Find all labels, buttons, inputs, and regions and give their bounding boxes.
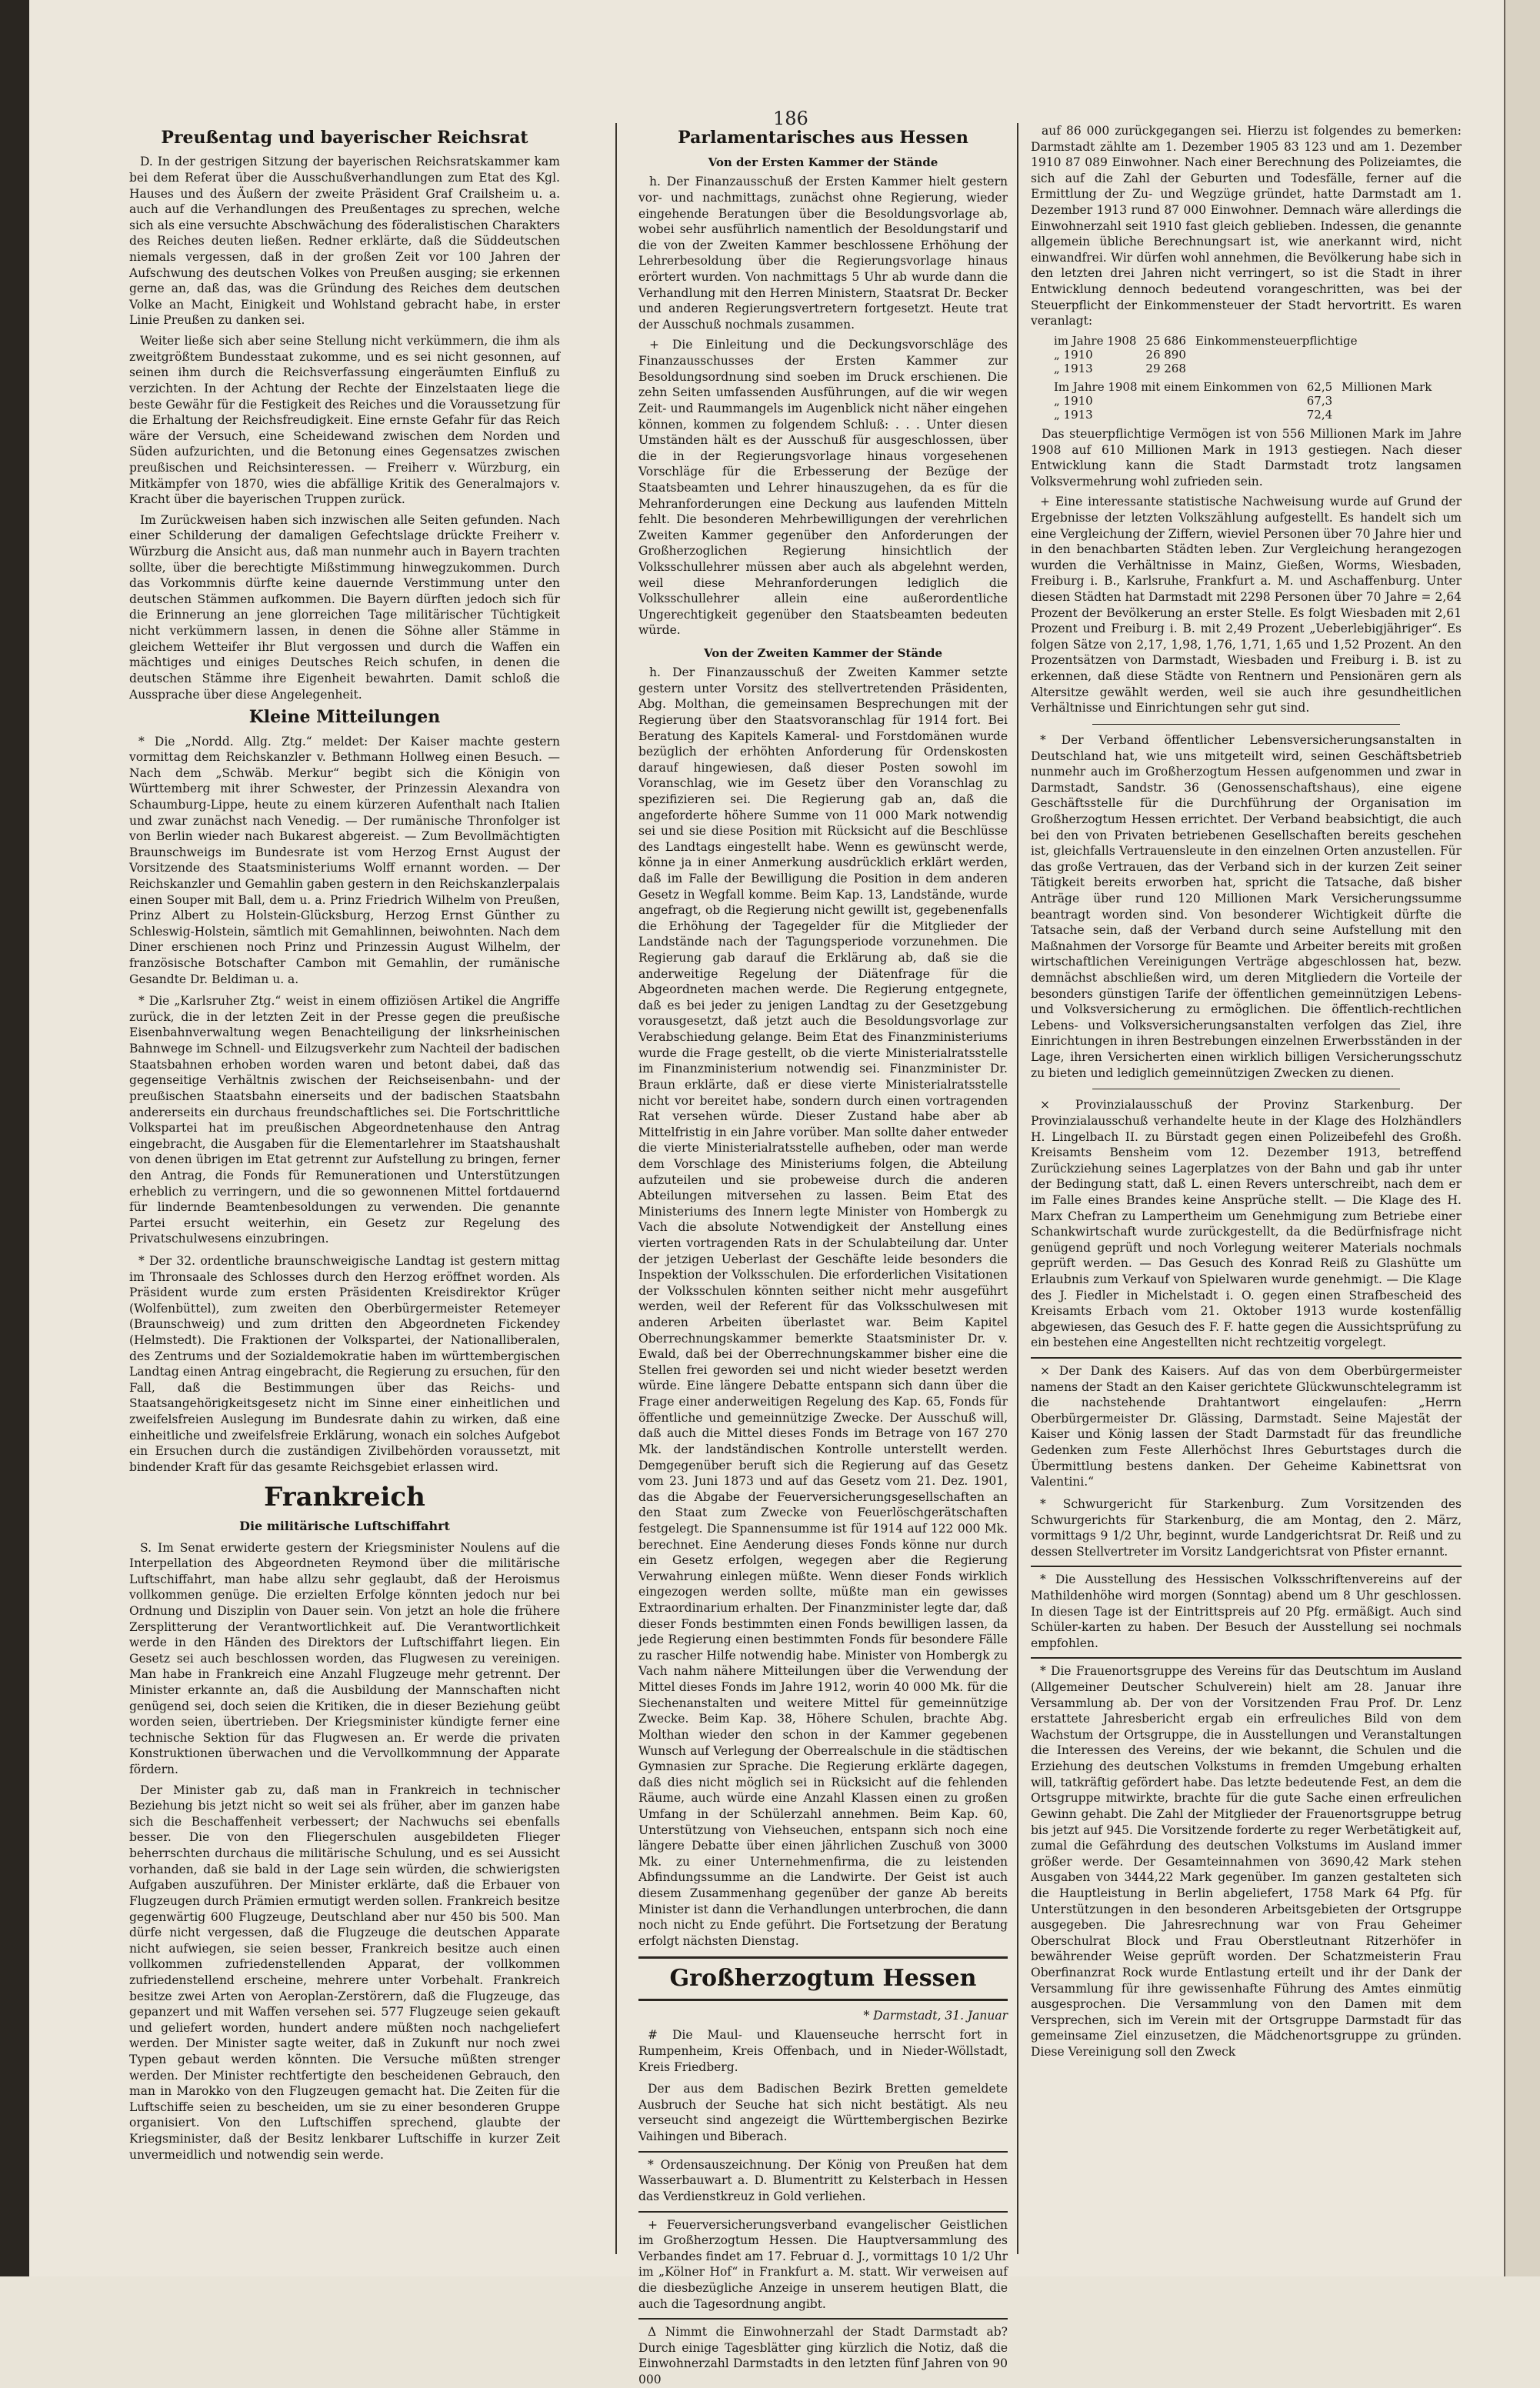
article-paragraph: D. In der gestrigen Sitzung der bayerischen Reichsratskammer kam bei dem Referat über die Ausschußverhandlungen zum Etat des Kgl. Hauses und des Äußern der zweite Präsident Graf Crailsheim u. a. auch auf die Verhandlungen des Preußentages zu sprechen, welche sich als eine versuchte Abschwächung des föderalistischen Charakters des Reiches deuten ließen. Redner erklärte, daß die Süddeutschen niemals vergessen, daß in der großen Zeit vor 100 Jahren der Aufschwung des deutschen Volkes von Preußen ausging; sie erkennen gerne an, daß das, was die Gründung des Reiches dem deutschen Volke an Macht, Einigkeit und Wohlstand gebracht habe, in erster Linie Preußen zu danken sei. bbox=[129, 155, 560, 328]
subheading: Von der Zweiten Kammer der Stände bbox=[704, 646, 942, 661]
table-row: im Jahre 1908 25 686 Einkommensteuerpflichtige bbox=[1054, 333, 1358, 348]
news-item: * Die „Karlsruher Ztg.“ weist in einem offiziösen Artikel die Angriffe zurück, die in der letzten Zeit in der Presse gegen die preußische Eisenbahnverwaltung wegen Benachteiligung der linksrheinischen Bahnwege im Schnell- und Eilzugsverkehr zum Nachteil der badischen Staatsbahnen erhoben worden waren und betont dabei, daß das gegenseitige Verhältnis zwischen der Reichseisenbahn- und der preußischen Staatsbahn einerseits und der badischen Staatsbahn andererseits ein durchaus freundschaftliches sei. Die Fortschrittliche Volkspartei hat im preußischen Abgeordnetenhause den Antrag eingebracht, die Ausgaben für die Elementarlehrer im Staatshaushalt von denen übrigen im Etat getrennt zur Aufstellung zu bringen, ferner den Antrag, die Fonds für Remunerationen und Unterstützungen erheblich zu verringern, und die so gewonnenen Mittel fortdauernd für lindernde Beamtenbesoldungen zu verwenden. Die genannte Partei ersucht weiterhin, ein Gesetz zur Regelung des Privatschulwesens einzubringen. bbox=[129, 994, 560, 1246]
news-item: + Eine interessante statistische Nachweisung wurde auf Grund der Ergebnisse der letzten Volkszählung aufgestellt. Es handelt sich um eine Vergleichung der Ziffern, wieviel Personen über 70 Jahre hier und in den benachbarten Städten leben. Zur Vergleichung herangezogen wurden die Verhältnisse in Mainz, Gießen, Worms, Wiesbaden, Freiburg i. B., Karlsruhe, Frankfurt a. M. und Aschaffenburg. Unter diesen Städten hat Darmstadt mit 2298 Personen über 70 Jahre = 2,64 Prozent der Bevölkerung an erster Stelle. Es folgt Wiesbaden mit 2,61 Prozent und Freiburg i. B. mit 2,49 Prozent „Ueberlebigjähriger“. Es folgen Sätze von 2,17, 1,98, 1,76, 1,71, 1,65 und 1,52 Prozent. An den Prozentsätzen von Darmstadt, Wiesbaden und Freiburg i. B. ist zu erkennen, daß diese Städte von Rentnern und Pensionären gern als Altersitze gewählt werden, weil sie auch ihre gesundheitlichen Verhältnisse und Einrichtungen sehr gut sind. bbox=[1031, 495, 1462, 715]
table-row: „ 1913 72,4 bbox=[1054, 407, 1333, 422]
column-rule bbox=[615, 123, 617, 2254]
headline: Parlamentarisches aus Hessen bbox=[678, 128, 968, 148]
divider bbox=[638, 2151, 1008, 2153]
news-item: * Ordensauszeichnung. Der König von Preußen hat dem Wasserbauwart a. D. Blumentritt zu Kelsterbach in Hessen das Verdienstkreuz in Gold verliehen. bbox=[638, 2157, 1008, 2203]
news-item: Δ Nimmt die Einwohnerzahl der Stadt Darmstadt ab? Durch einige Tagesblätter ging kürzlich die Notiz, daß die Einwohnerzahl Darmstadts in den letzten fünf Jahren von 90 000 bbox=[638, 2325, 1008, 2386]
divider bbox=[638, 2211, 1008, 2213]
news-item: * Die „Nordd. Allg. Ztg.“ meldet: Der Kaiser machte gestern vormittag dem Reichskanzler v. Bethmann Hollweg einen Besuch. — Nach dem „Schwäb. Merkur“ begibt sich die Königin von Württemberg mit ihrer Schwester, der Prinzessin Alexandra von Schaumburg-Lippe, heute zu einem kürzeren Aufenthalt nach Italien und zwar zunächst nach Venedig. — Der rumänische Thronfolger ist von Berlin wieder nach Bukarest abgereist. — Zum Bevollmächtigten Braunschweigs im Bundesrate ist vom Herzog Ernst August der Vorsitzende des Staatsministeriums Wolff ernannt worden. — Der Reichskanzler und Gemahlin gaben gestern in den Reichskanzlerpalais einen Souper mit Ball, dem u. a. Prinz Friedrich Wilhelm von Preußen, Prinz Albert zu Holstein-Glücksburg, Herzog Ernst Günther zu Schleswig-Holstein, sämtlich mit Gemahlinnen, beiwohnten. Nach dem Diner erschienen noch Prinz und Prinzessin August Wilhelm, der französische Botschafter Cambon mit Gemahlin, der rumänische Gesandte Dr. Beldiman u. a. bbox=[129, 734, 560, 986]
article-paragraph: Im Zurückweisen haben sich inzwischen alle Seiten gefunden. Nach einer Schilderung der damaligen Gefechtslage drückte Freiherr v. Würzburg die Ansicht aus, daß man nunmehr auch in Bayern trachten sollte, über die berechtigte Mißstimmung hinwegzukommen. Durch das Vorkommnis dürfte keine dauernde Verstimmung unter den deutschen Stämmen aufkommen. Die Bayern dürften jedoch sich für die Erinnerung an jene glorreichen Tage militärischer Tüchtigkeit nicht verkümmern lassen, in denen die Söhne aller Stämme in gleichem Wetteifer ihr Blut vergossen und durch die Waffen ein mächtiges und einiges Deutsches Reich schufen, in denen die deutschen Stämme ihre Eigenheit bewahrten. Damit schloß die Aussprache über diese Angelegenheit. bbox=[129, 512, 560, 702]
divider bbox=[638, 2318, 1008, 2320]
column-middle bbox=[638, 123, 1008, 2386]
table-row: Im Jahre 1908 mit einem Einkommen von 62,5 Millionen Mark bbox=[1054, 379, 1432, 394]
article-paragraph: auf 86 000 zurückgegangen sei. Hierzu ist folgendes zu bemerken: Darmstadt zählte am 1. Dezember 1905 83 123 und am 1. Dezember 1910 87 089 Einwohner. Nach einer Berechnung des Polizeiamtes, die sich auf die Zahl der Geburten und Todesfälle, ferner auf die Ermittlung der Zu- und Wegzüge gründet, hatte Darmstadt am 1. Dezember 1913 rund 87 000 Einwohner. Demnach wäre allerdings die Einwohnerzahl seit 1910 fast gleich geblieben. Indessen, die genannte allgemein übliche Berechnungsart ist, wie anerkannt wird, nicht einwandfrei. Wir dürfen wohl annehmen, die Bevölkerung habe sich in den letzten drei Jahren nicht verringert, so ist die Stadt in ihrer Entwicklung dennoch bedeutend vorangeschritten, was bei der Steuerpflicht der Einkommensteuer der Stadt hervortritt. Es waren veranlagt: bbox=[1031, 124, 1462, 329]
article-paragraph: Der Minister gab zu, daß man in Frankreich in technischer Beziehung bis jetzt nicht so weit sei als früher, aber im ganzen habe sich die Beschaffenheit verbessert; der Nachwuchs sei ebenfalls besser. Die von den Fliegerschulen ausgebildeten Flieger beherrschten durchaus die militärische Schulung, und es sei Aussicht vorhanden, daß sie bald in der Lage sein würden, die schwierigsten Aufgaben auszuführen. Der Minister erklärte, daß die Erbauer von Flugzeugen durch Prämien ermutigt werden sollen. Frankreich besitze gegenwärtig 600 Flugzeuge, Deutschland aber nur 450 bis 500. Man dürfe nicht vergessen, daß die Flugzeuge die deutschen Apparate nicht aufwiegen, sie seien besser, Frankreich besitze auch einen vollkommen zufriedenstellenden Apparat, der vollkommen zufriedenstellend erscheine, mehrere unter Vorbehalt. Frankreich besitze zwei Arten von Aeroplan-Zerstörern, daß die Flugzeuge, das gepanzert und mit Waffen versehen sei. 577 Flugzeuge seien gekauft und geliefert worden, hundert andere müßten noch nachgeliefert werden. Der Minister sagte weiter, daß in Zukunft nur noch zwei Typen gebaut werden könnten. Die Versuche müßten strenger werden. Der Minister rechtfertigte den bescheidenen Gebrauch, den man in Marokko von den Flugzeugen gemacht hat. Die Zeiten für die Luftschiffe seien zu bescheiden, um sie zu einer besonderen Gruppe organisiert. Von den Luftschiffen sprechend, glaubte der Kriegsminister, daß der Besitz lenkbarer Luftschiffe in kurzer Zeit unvermeidlich und notwendig sein werde. bbox=[129, 1783, 560, 2162]
scan-border-right bbox=[1504, 0, 1540, 2276]
news-item: * Die Frauenortsgruppe des Vereins für das Deutschtum im Ausland (Allgemeiner Deutscher Schulverein) hielt am 28. Januar ihre Versammlung ab. Der von der Vorsitzenden Frau Prof. Dr. Lenz erstattete Jahresbericht ergab ein erfreuliches Bild von dem Wachstum der Ortsgruppe, die in Ausstellungen und Veranstaltungen die Interessen des Vereins, der wie bekannt, die Schulen und die Erziehung des deutschen Volkstums in fremden Umgebung erhalten will, tatkräftig gefördert habe. Das letzte bedeutende Fest, an dem die Ortsgruppe mitwirkte, brachte für die gute Sache einen erfreulichen Gewinn gehabt. Die Zahl der Mitglieder der Frauenortsgruppe betrug bis jetzt auf 945. Die Vorsitzende forderte zu reger Werbetätigkeit auf, zumal die Gefährdung des deutschen Volkstums im Ausland immer größer werde. Der Gesamteinnahmen von 3690,42 Mark stehen Ausgaben von 3444,22 Mark gegenüber. Im ganzen gestalteten sich die Hauptleistung in Berlin abgeliefert, 1758 Mark 64 Pfg. für Unterstützungen in den besonderen Arbeitsgebieten der Ortsgruppe ausgegeben. Die Jahresrechnung war von Frau Geheimer Oberschulrat Block und Frau Oberstleutnant Ritzerhöfer in bewährender Weise geprüft worden. Der Schatzmeisterin Frau Oberfinanzrat Rock wurde Entlastung erteilt und ihr der Dank der Versammlung für ihre gewissenhafte Führung des Amtes einmütig ausgesprochen. Die Versammlung von den Damen mit dem Versprechen, sich im Verein mit der Ortsgruppe Darmstadt für das gemeinsame Ziel einzusetzen, die Mädchenortsgruppe zu gründen. Diese Vereinigung soll den Zweck bbox=[1031, 1664, 1462, 2059]
statistics-table bbox=[1054, 334, 1367, 375]
scan-border-left bbox=[0, 0, 29, 2276]
news-item: * Schwurgericht für Starkenburg. Zum Vorsitzenden des Schwurgerichts für Starkenburg, die am Montag, den 2. März, vormittags 9 1/2 Uhr, beginnt, wurde Landgerichtsrat Dr. Reiß und zu dessen Stellvertreter im Vorsitz Landgerichtsrat von Pfister ernannt. bbox=[1031, 1496, 1462, 1559]
column-rule bbox=[1017, 123, 1018, 2254]
column-right bbox=[1031, 123, 1462, 2254]
article-paragraph: + Die Einleitung und die Deckungsvorschläge des Finanzausschusses der Ersten Kammer zur Besoldungsordnung sind soeben im Druck erschienen. Die zehn Seiten umfassenden Ausführungen, auf die wir wegen Zeit- und Raummangels im Augenblick nicht näher eingehen können, kommen zu folgendem Schluß: . . . Unter diesen Umständen hält es der Ausschuß für ausgeschlossen, über die in der Regierungsvorlage hinaus vorgesehenen Vorschläge für die Erbesserung der Bezüge der Staatsbeamten und Lehrer hinauszugehen, da es für die Mehranforderungen eine Deckung aus laufenden Mitteln fehlt. Die besonderen Mehrbewilligungen der verehrlichen Zweiten Kammer gegenüber den Anforderungen der Großherzoglichen Regierung hinsichtlich der Volksschullehrer müssen aber auch als abgelehnt werden, weil diese Mehranforderungen lediglich die Volksschullehrer allein eine außerordentliche Ungerechtigkeit gegenüber den Staatsbeamten bedeuten würde. bbox=[638, 338, 1008, 638]
article-paragraph: h. Der Finanzausschuß der Ersten Kammer hielt gestern vor- und nachmittags, zunächst ohne Regierung, wieder eingehende Beratungen über die Besoldungsvorlage ab, wobei sehr ausführlich namentlich der Besoldungstarif und die von der Zweiten Kammer beschlossene Erhöhung der Lehrerbesoldung über die Regierungsvorlage hinaus erörtert wurden. Von nachmittags 5 Uhr ab wurde dann die Verhandlung mit den Herren Ministern, Staatsrat Dr. Becker und anderen Regierungsvertretern fortgesetzt. Heute trat der Ausschuß nochmals zusammen. bbox=[638, 175, 1008, 332]
section-heading: Kleine Mitteilungen bbox=[248, 707, 441, 728]
subheading: Von der Ersten Kammer der Stände bbox=[708, 155, 938, 170]
news-item: × Der Dank des Kaisers. Auf das von dem Oberbürgermeister namens der Stadt an den Kaiser gerichtete Glückwunschtelegramm ist die nachstehende Drahtantwort eingelaufen: „Herrn Oberbürgermeister Dr. Glässing, Darmstadt. Seine Majestät der Kaiser und König lassen der Stadt Darmstadt für das freundliche Gedenken zum Feste Allerhöchst Ihres Geburtstages durch die Übermittlung bestens danken. Der Geheime Kabinettsrat von Valentini.“ bbox=[1031, 1364, 1462, 1489]
section-box bbox=[638, 1956, 1008, 2001]
news-item: × Provinzialausschuß der Provinz Starkenburg. Der Provinzialausschuß verhandelte heute in der Klage des Holzhändlers H. Lingelbach II. zu Bürstadt gegen einen Polizeibefehl des Großh. Kreisamts Bensheim vom 12. Dezember 1913, betreffend Zurückziehung seines Lagerplatzes von der Bahn und gab ihr unter der Bedingung statt, daß L. einen Revers unterschreibt, nach dem er im Falle eines Brandes keine Ansprüche stellt. — Die Klage des H. Marx Chefran zu Lampertheim um Genehmigung zum Betriebe einer Schankwirtschaft wurde zurückgestellt, da die Bedürfnisfrage nicht genügend geprüft und noch Vorlegung weiterer Materials nochmals geprüft werden. — Das Gesuch des Konrad Reiß zu Glashütte um Erlaubnis zum Verkauf von Spielwaren wurde genehmigt. — Die Klage des J. Fiedler in Michelstadt i. O. gegen einen Strafbescheid des Kreisamts Erbach vom 21. Oktober 1913 wurde kostenfällig abgewiesen, das Gesuch des F. F. hatte gegen die Aussichtsprüfung zu ein bestehen eine Angestellten nicht rechtzeitig vorgelegt. bbox=[1031, 1098, 1462, 1350]
page-number: 186 bbox=[773, 108, 808, 129]
news-item: * Die Ausstellung des Hessischen Volksschriftenvereins auf der Mathildenhöhe wird morgen (Sonntag) abend um 8 Uhr geschlossen. In diesen Tage ist der Eintrittspreis auf 20 Pfg. ermäßigt. Auch sind Schüler-karten zu haben. Der Besuch der Ausstellung sei nochmals empfohlen. bbox=[1031, 1573, 1462, 1650]
statistics-table bbox=[1054, 380, 1441, 422]
divider bbox=[1031, 1566, 1462, 1567]
dateline: * Darmstadt, 31. Januar bbox=[863, 2009, 1008, 2023]
table-row: „ 1913 29 268 bbox=[1054, 361, 1186, 375]
section-heading: Großherzogtum Hessen bbox=[669, 1965, 977, 1993]
headline: Preußentag und bayerischer Reichsrat bbox=[161, 128, 528, 148]
column-left bbox=[129, 123, 560, 2254]
divider bbox=[1031, 1657, 1462, 1659]
news-item: # Die Maul- und Klauenseuche herrscht fort in Rumpenheim, Kreis Offenbach, und in Nieder-Wöllstadt, Kreis Friedberg. bbox=[638, 2028, 1008, 2074]
table-row: „ 1910 67,3 bbox=[1054, 393, 1333, 408]
news-item: * Der 32. ordentliche braunschweigische Landtag ist gestern mittag im Thronsaale des Schlosses durch den Herzog eröffnet worden. Als Präsident wurde zum ersten Präsidenten Kreisdirektor Krüger (Wolfenbüttel), zum zweiten den Oberbürgermeister Retemeyer (Braunschweig) und zum dritten den Abgeordneten Fickendey (Helmstedt). Die Fraktionen der Volkspartei, der Nationalliberalen, des Zentrums und der Sozialdemokratie haben im württembergischen Landtag einen Antrag eingebracht, die Regierung zu ersuchen, für den Fall, daß die Bestimmungen über das Reichs- und Staatsangehörigkeitsgesetz nicht im Sinne einer einheitlichen und zweifelsfreien Auslegung im Bundesrate dahin zu wirken, daß eine einheitliche und zweifelsfreie Erklärung, wonach ein solches Aufgebot ein Ersuchen durch die zuständigen Zivilbehörden voraussetzt, mit bindender Kraft für das gesamte Reichsgebiet erlassen wird. bbox=[129, 1254, 560, 1474]
section-heading: Frankreich bbox=[264, 1481, 425, 1513]
article-paragraph: Weiter ließe sich aber seine Stellung nicht verkümmern, die ihm als zweitgrößtem Bundesstaat zukomme, und es sei nicht gesonnen, auf seinen ihm durch die Reichsverfassung eingeräumten Einfluß zu verzichten. In der Achtung der Rechte der Einzelstaaten liege die beste Gewähr für die Festigkeit des Reiches und die Voraussetzung für die Erhaltung der Reichsfreudigkeit. Eine ernste Gefahr für das Reich wäre der Versuch, eine Scheidewand zwischen dem Norden und Süden aufzurichten, und die Betonung eines Gegensatzes zwischen preußischen und Reichsinteressen. — Freiherr v. Würzburg, ein Mitkämpfer von 1870, wies die abfällige Kritik des Generalmajors v. Kracht über die bayerischen Truppen zurück. bbox=[129, 334, 560, 507]
divider bbox=[1031, 1357, 1462, 1359]
subheading: Die militärische Luftschiffahrt bbox=[239, 1519, 450, 1534]
article-paragraph: Das steuerpflichtige Vermögen ist von 556 Millionen Mark im Jahre 1908 auf 610 Millionen Mark in 1913 gestiegen. Nach dieser Entwicklung kann die Stadt Darmstadt trotz langsamen Volksvermehrung wohl zufrieden sein. bbox=[1031, 426, 1462, 489]
news-item: * Der Verband öffentlicher Lebensversicherungsanstalten in Deutschland hat, wie uns mitgeteilt wird, seinen Geschäftsbetrieb nunmehr auch im Großherzogtum Hessen aufgenommen und zwar in Darmstadt, Sandstr. 36 (Genossenschaftshaus), eine eigene Geschäftsstelle für die Durchführung der Organisation im Großherzogtum Hessen errichtet. Der Verband beabsichtigt, die auch bei den von Privaten betriebenen Gesellschaften bereits geschehen ist, gleichfalls Vertrauensleute in den einzelnen Orten anzustellen. Für das große Vertrauen, das der Verband sich in der kurzen Zeit seiner Tätigkeit bereits erworben hat, spricht die Tatsache, daß bisher Anträge über rund 120 Millionen Mark Versicherungssumme beantragt worden sind. Von besonderer Wichtigkeit dürfte die Tatsache sein, daß der Verband durch seine Aufstellung mit den Maßnahmen der Vorsorge für Beamte und Arbeiter bereits mit großen wirtschaftlichen Vereinigungen Verträge abgeschlossen hat, bezw. demnächst abschließen wird, um deren Mitgliedern die Vorteile der besonders günstigen Tarife der öffentlichen gemeinnützigen Lebens- und Volksversicherung zu ermöglichen. Die öffentlich-rechtlichen Lebens- und Volksversicherungsanstalten verfolgen das Ziel, ihre Einrichtungen in ihren Bestrebungen einzelnen Erwerbsständen in der Lage, ihren Versicherten einen wirklich billigen Versicherungsschutz zu bieten und lediglich gemeinnützigen Zwecken zu dienen. bbox=[1031, 732, 1462, 1080]
divider bbox=[1092, 724, 1400, 725]
table-row: „ 1910 26 890 bbox=[1054, 347, 1186, 362]
article-paragraph: S. Im Senat erwiderte gestern der Kriegsminister Noulens auf die Interpellation des Abgeordneten Reymond über die militärische Luftschiffahrt, man habe allzu sehr geglaubt, daß der Heroismus vollkommen genüge. Die erzielten Erfolge könnten jedoch nur bei Ordnung und Disziplin von Dauer sein. Von jetzt an hole die frühere Zersplitterung der Verantwortlichkeit auf. Die Verantwortlichkeit werde in den Händen des Direktors der Luftschiffahrt liegen. Ein Gesetz sei auch beschlossen worden, das Flugwesen zu vereinigen. Man habe in Frankreich eine Anzahl Flugzeuge mehr getrennt. Der Minister erkannte an, daß die Ausbildung der Mannschaften nicht genügend sei, doch seien die Kritiken, die in dieser Beziehung geübt worden seien, übertrieben. Der Kriegsminister kündigte ferner eine technische Sektion für das Flugwesen an. Er werde die privaten Konstruktionen überwachen und die Vervollkommnung der Apparate fördern. bbox=[129, 1540, 560, 1777]
article-paragraph: h. Der Finanzausschuß der Zweiten Kammer setzte gestern unter Vorsitz des stellvertretenden Präsidenten, Abg. Molthan, die gemeinsamen Besprechungen mit der Regierung über den Staatsvoranschlag für 1914 fort. Bei Beratung des Kapitels Kameral- und Forstdomänen wurde bezüglich der erhöhten Anforderung für Ordenskosten darauf hingewiesen, daß dieser Posten sowohl im Voranschlag, wie im Gesetz über den Voranschlag zu spezifizieren sei. Die Regierung gab an, daß die angeforderte höhere Summe von 11 000 Mark notwendig sei und sie diese Position mit Rücksicht auf die Beschlüsse des Landtags eingestellt habe. Wenn es gewünscht werde, könne ja in einer Anmerkung ausdrücklich erklärt werden, daß im Falle der Bewilligung die Position in dem anderen Gesetz in Wegfall komme. Beim Kap. 13, Landstände, wurde angefragt, ob die Regierung nicht gewillt ist, gegebenenfalls die Erhöhung der Tagegelder für die Mitglieder der Landstände nach der Tagungsperiode vorzunehmen. Die Regierung gab darauf die Erklärung ab, daß sie die anderweitige Regelung der Diätenfrage für die Abgeordneten machen werde. Die Regierung entgegnete, daß es bei jeder zu jenigen Landtag zu der Gesetzgebung vorausgesetzt, daß jetzt auch die Besoldungsvorlage zur Verabschiedung gelange. Beim Etat des Finanzministeriums wurde die Frage gestellt, ob die vierte Ministerialratsstelle im Finanzministerium notwendig sei. Finanzminister Dr. Braun erklärte, daß er diese vierte Ministerialratsstelle nicht vor bereitet habe, sondern durch einen vortragenden Rat versehen würde. Dieser Zustand habe aber ab Mittelfristig in ein Jahre vorüber. Man sollte daher entweder die vierte Ministerialratsstelle aufheben, oder man werde dem Vorschlage des Ministeriums folgen, die Abteilung aufzuteilen und sie probeweise durch die anderen Abteilungen mitversehen zu lassen. Beim Etat des Ministeriums des Innern legte Minister von Hombergk zu Vach die absolute Notwendigkeit der Anstellung eines vierten vortragenden Rats in der Schulabteilung dar. Unter der jetzigen Ueberlast der Geschäfte leide besonders die Inspektion der Volksschulen. Die erforderlichen Visitationen der Volksschulen könnten seither nicht mehr ausgeführt werden, weil der Referent für das Volksschulwesen mit anderen Arbeiten überlastet war. Beim Kapitel Oberrechnungskammer bemerkte Staatsminister Dr. v. Ewald, daß bei der Oberrechnungskammer bisher eine die Stellen frei geworden sei und nicht wieder besetzt werden würde. Eine längere Debatte entspann sich dann über die Frage einer anderweitigen Regelung des Kap. 65, Fonds für öffentliche und gemeinnützige Zwecke. Der Ausschuß will, daß auch die Mittel dieses Fonds im Betrage von 167 270 Mk. der landständischen Kontrolle unterstellt werden. Demgegenüber beruft sich die Regierung auf das Gesetz vom 23. Juni 1873 und auf das Gesetz vom 21. Dez. 1901, das die Abgabe der Feuerversicherungsgesellschaften an den Staat zum Zwecke von Feuerlöschgerätschaften festgelegt. Die Spannensumme ist für 1914 auf 122 000 Mk. berechnet. Eine Aenderung dieses Fonds könne nur durch ein Gesetz erfolgen, wegegen aber die Regierung Verwahrung einlegen müßte. Wenn dieser Fonds wirklich eingezogen werden sollte, müßte man ein gewisses Extraordinarium erhalten. Der Finanzminister legte dar, daß dieser Fonds bestimmten einen Fonds bewilligen lassen, da jede Regierung einen bestimmten Fonds für besondere Fälle zu rascher Hilfe notwendig habe. Minister von Hombergk zu Vach nahm nähere Mitteilungen über die Verwendung der Mittel dieses Fonds im Jahre 1912, worin 40 000 Mk. für die Siechenanstalten und weitere Mittel für gemeinnützige Zwecke. Beim Kap. 38, Höhere Schulen, brachte Abg. Molthan wieder den schon in der Kammer gegebenen Wunsch auf Verlegung der Oberrealschule in die städtischen Gymnasien zur Sprache. Die Regierung erklärte dagegen, daß dies nicht möglich sei in Rücksicht auf die fehlenden Räume, auch würde eine Anzahl Klassen einen zu großen Umfang in der Schülerzahl annehmen. Beim Kap. 60, Unterstützung von Viehseuchen, entspann sich noch eine längere Debatte über einen jährlichen Zuschuß von 3000 Mk. zu einer Unternehmenfirma, die zu leistenden Abfindungssumme an die Landwirte. Der Geist ist auch diesem Zusammenhang gegenüber der ganze Ab bereits Minister ist dann die Verhandlungen unterbrochen, die dann noch nicht zu Ende geführt. Die Fortsetzung der Beratung erfolgt nächsten Dienstag. bbox=[638, 665, 1008, 1948]
news-item: + Feuerversicherungsverband evangelischer Geistlichen im Großherzogtum Hessen. Die Hauptversammlung des Verbandes findet am 17. Februar d. J., vormittags 10 1/2 Uhr im „Kölner Hof“ in Frankfurt a. M. statt. Wir verweisen auf die diesbezügliche Anzeige in unserem heutigen Blatt, die auch die Tagesordnung angibt. bbox=[638, 2217, 1008, 2311]
news-item: Der aus dem Badischen Bezirk Bretten gemeldete Ausbruch der Seuche hat sich nicht bestätigt. Als neu verseucht sind angezeigt die Württembergischen Bezirke Vaihingen und Biberach. bbox=[638, 2082, 1008, 2144]
